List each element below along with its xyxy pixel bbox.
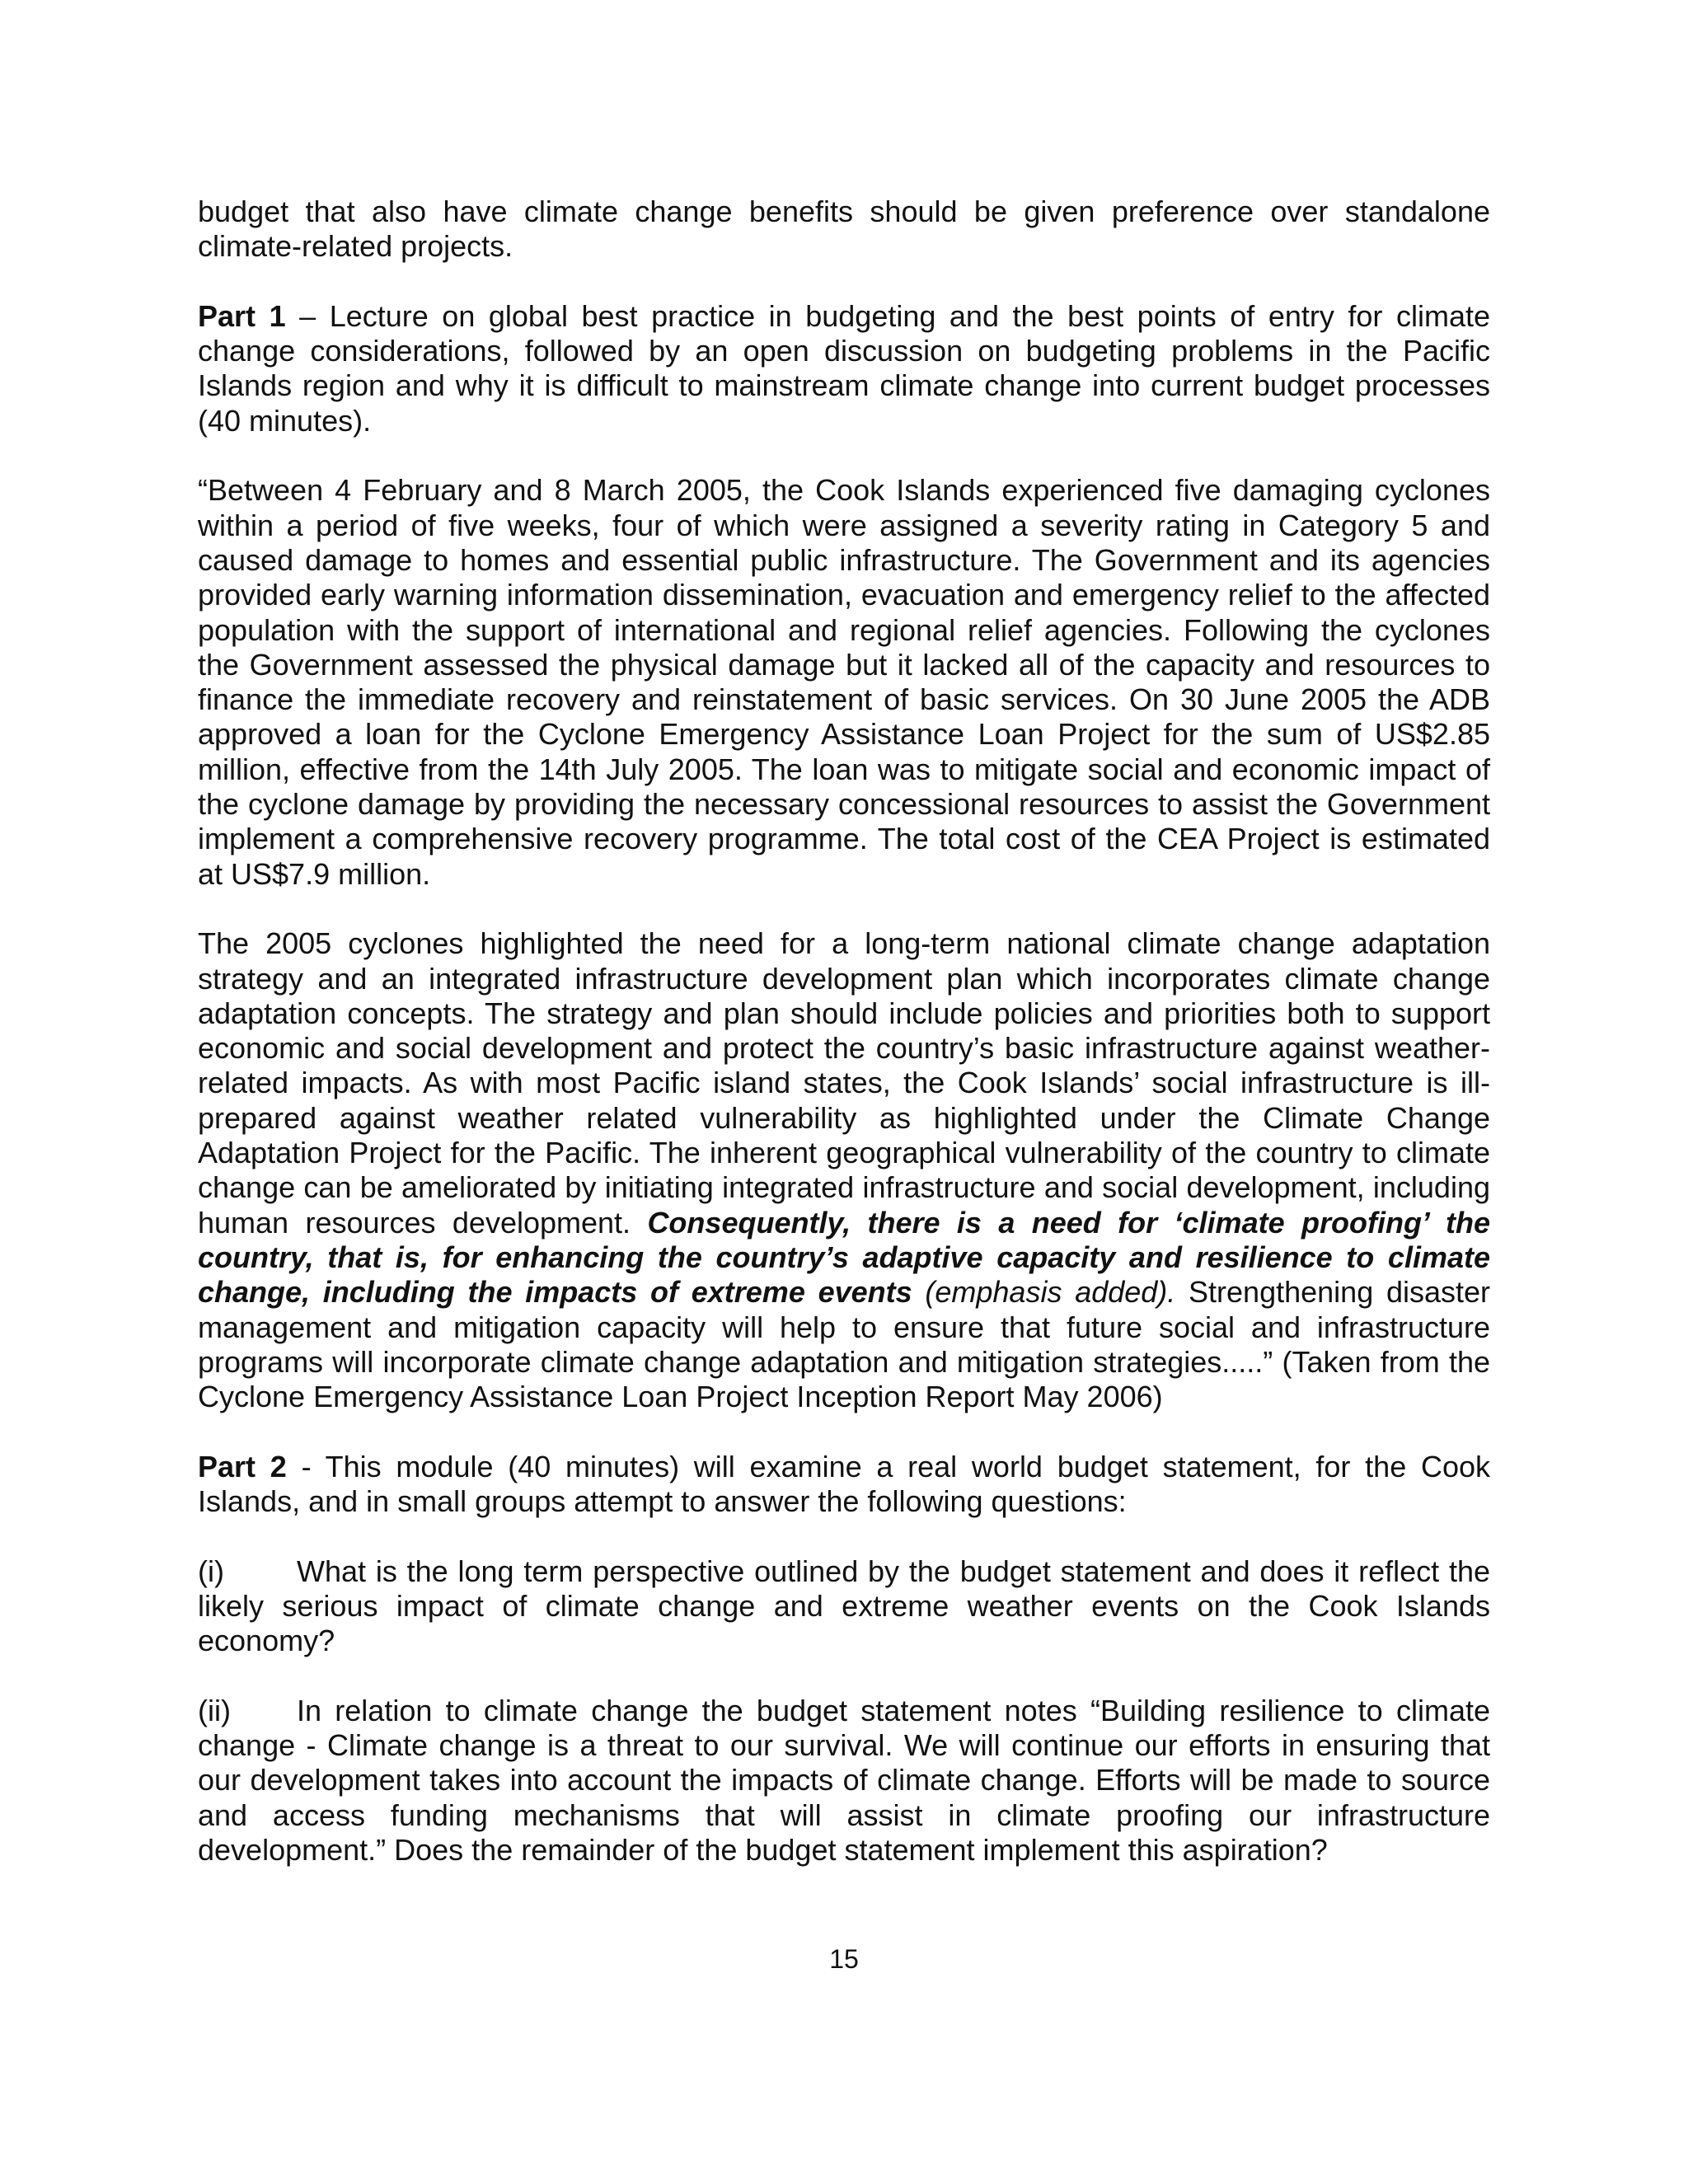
question-text: In relation to climate change the budget statement notes “Building resilience to climate change - Climate change is a threat to our survival. We will continue our efforts in ensuring that our development takes into account the impacts of climate change. Efforts will be made to source and access funding mechanisms that will assist in climate proofing our infrastructure development.” Does the remainder of the budget statement implement this aspiration? (198, 1693, 1490, 1867)
part-2-text: - This module (40 minutes) will examine a real world budget statement, for the Cook Islands, and in small groups attempt to answer the following questions: (198, 1449, 1491, 1518)
part-1-text: – Lecture on global best practice in budgeting and the best points of entry for climate change considerations, followed by an open discussion on budgeting problems in the Pacific Islands region and why it is difficult to mainstream climate change into current budget processes (40 minutes). (198, 298, 1490, 438)
document-body (198, 194, 1490, 1903)
cyclones-emphasis: Consequently, there is a need for ‘climate proofing’ the country, that is, for enhancing the country’s adaptive capacity and resilience to climate change, including the impacts of extreme events (198, 1205, 1490, 1310)
part-2-label: Part 2 (198, 1449, 287, 1483)
page-number: 15 (829, 1944, 859, 1974)
paragraph-cyclones (198, 926, 1490, 1414)
question-marker: (ii) (198, 1693, 231, 1727)
question-item (198, 1694, 1490, 1868)
cyclones-text-start: The 2005 cyclones highlighted the need for a long-term national climate change adaptation strategy and an integrated infrastructure development plan which incorporates climate change adaptation concepts. The strategy and plan should include policies and priorities both to support economic and social development and protect the country’s basic infrastructure against weather-related impacts. As with most Pacific island states, the Cook Islands’ social infrastructure is ill-prepared against weather related vulnerability as highlighted under the Climate Change Adaptation Project for the Pacific. The inherent geographical vulnerability of the country to climate change can be ameliorated by initiating integrated infrastructure and social development, including human resources development. (198, 926, 1490, 1240)
paragraph-part-1 (198, 299, 1490, 438)
part-1-label: Part 1 (198, 298, 286, 333)
question-item (198, 1554, 1490, 1659)
cyclones-text-end: Strengthening disaster management and mitigation capacity will help to ensure that future social and infrastructure programs will incorporate climate change adaptation and mitigation strategies.....” (Taken from the Cyclone Emergency Assistance Loan Project Inception Report May 2006) (198, 1275, 1491, 1414)
question-text: What is the long term perspective outlined by the budget statement and does it reflect the likely serious impact of climate change and extreme weather events on the Cook Islands economy? (198, 1554, 1490, 1658)
question-marker: (i) (198, 1554, 224, 1588)
paragraph-part-2 (198, 1450, 1490, 1520)
paragraph-intro: budget that also have climate change benefits should be given preference over standalone climate-related projects. (198, 194, 1490, 264)
paragraph-quote: “Between 4 February and 8 March 2005, the Cook Islands experienced five damaging cyclones within a period of five weeks, four of which were assigned a severity rating in Category 5 and caused damage to homes and essential public infrastructure. The Government and its agencies provided early warning information dissemination, evacuation and emergency relief to the affected population with the support of international and regional relief agencies. Following the cyclones the Government assessed the physical damage but it lacked all of the capacity and resources to finance the immediate recovery and reinstatement of basic services. On 30 June 2005 the ADB approved a loan for the Cyclone Emergency Assistance Loan Project for the sum of US$2.85 million, effective from the 14th July 2005. The loan was to mitigate social and economic impact of the cyclone damage by providing the necessary concessional resources to assist the Government implement a comprehensive recovery programme. The total cost of the CEA Project is estimated at US$7.9 million. (198, 473, 1490, 891)
cyclones-emphasis-note: (emphasis added). (912, 1275, 1176, 1310)
